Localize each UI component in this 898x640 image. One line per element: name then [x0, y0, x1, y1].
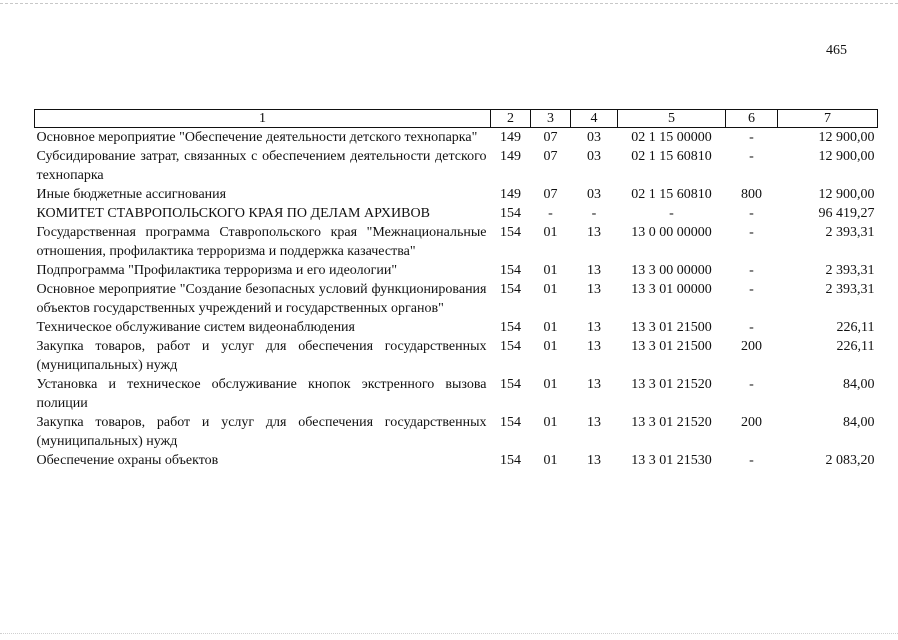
row-col-3: 01	[543, 282, 558, 297]
row-col-4: 13	[587, 320, 601, 335]
row-col-7: 12 900,00	[818, 130, 875, 145]
row-col-7: 96 419,27	[818, 206, 875, 221]
row-col-7: 12 900,00	[818, 187, 875, 202]
row-col-7: 84,00	[843, 377, 875, 392]
table-row	[35, 128, 878, 148]
row-col-7: 226,11	[836, 339, 875, 354]
row-col-3: 07	[543, 130, 558, 145]
row-col-2: 154	[500, 320, 521, 335]
header-col-4: 4	[571, 110, 618, 128]
table-row	[35, 261, 878, 280]
row-col-2: 149	[500, 149, 521, 164]
row-col-6: -	[749, 225, 754, 240]
header-col-2: 2	[491, 110, 531, 128]
row-col-3: 07	[543, 149, 558, 164]
row-col-3: 01	[543, 415, 558, 430]
row-col-6: -	[749, 149, 754, 164]
header-col-6: 6	[726, 110, 778, 128]
table-row	[35, 204, 878, 223]
row-col-6: 200	[741, 415, 762, 430]
row-col-4: 03	[587, 130, 601, 145]
row-col-5: 13 3 00 00000	[631, 263, 712, 278]
row-name: Основное мероприятие "Создание безопасных условий функционирования объектов государственных учреждений и государственных органов"	[36, 282, 487, 316]
row-col-3: 01	[543, 377, 558, 392]
scan-edge-bottom	[0, 633, 898, 635]
row-col-7: 84,00	[843, 415, 875, 430]
row-col-7: 2 083,20	[825, 453, 875, 468]
row-col-6: -	[749, 263, 754, 278]
row-name: Государственная программа Ставропольского края "Межнациональные отношения, профилактика терроризма и поддержка казачества"	[36, 225, 487, 259]
row-name: Подпрограмма "Профилактика терроризма и его идеологии"	[36, 263, 398, 278]
row-col-7: 2 393,31	[825, 282, 875, 297]
row-col-7: 12 900,00	[818, 149, 875, 164]
row-col-5: -	[669, 206, 674, 221]
table-row	[35, 451, 878, 470]
row-col-2: 154	[500, 206, 521, 221]
row-name: Техническое обслуживание систем видеонаблюдения	[36, 320, 355, 335]
table-row	[35, 413, 878, 451]
row-col-3: 01	[543, 453, 558, 468]
table-row	[35, 337, 878, 375]
row-col-2: 154	[500, 282, 521, 297]
row-col-3: 01	[543, 225, 558, 240]
row-col-4: 13	[587, 339, 601, 354]
row-col-2: 154	[500, 263, 521, 278]
row-col-3: 01	[543, 263, 558, 278]
page-number: 465	[826, 43, 847, 58]
row-col-4: 13	[587, 225, 601, 240]
row-col-6: -	[749, 282, 754, 297]
row-col-2: 154	[500, 377, 521, 392]
row-name: Установка и техническое обслуживание кнопок экстренного вызова полиции	[36, 377, 487, 411]
row-col-5: 13 3 01 21530	[631, 453, 712, 468]
table-row	[35, 185, 878, 204]
row-col-2: 149	[500, 187, 521, 202]
row-col-6: 800	[741, 187, 762, 202]
row-name: Закупка товаров, работ и услуг для обеспечения государственных (муниципальных) нужд	[36, 339, 487, 373]
row-col-5: 02 1 15 60810	[631, 149, 712, 164]
row-col-5: 02 1 15 60810	[631, 187, 712, 202]
header-col-1: 1	[35, 110, 491, 128]
row-col-6: 200	[741, 339, 762, 354]
row-col-3: 01	[543, 320, 558, 335]
header-col-3: 3	[531, 110, 571, 128]
row-col-7: 2 393,31	[825, 263, 875, 278]
row-col-3: -	[548, 206, 553, 221]
row-col-4: 13	[587, 415, 601, 430]
row-col-5: 13 3 01 00000	[631, 282, 712, 297]
row-col-6: -	[749, 377, 754, 392]
header-col-7: 7	[778, 110, 878, 128]
table-header-row	[35, 110, 878, 128]
table-row	[35, 318, 878, 337]
row-col-5: 13 0 00 00000	[631, 225, 712, 240]
row-name: Основное мероприятие "Обеспечение деятельности детского технопарка"	[36, 130, 478, 145]
row-col-4: 13	[587, 282, 601, 297]
row-col-4: 13	[587, 263, 601, 278]
budget-table	[34, 109, 878, 470]
row-col-5: 13 3 01 21520	[631, 415, 712, 430]
scan-edge-top	[0, 3, 898, 5]
row-name: Иные бюджетные ассигнования	[36, 187, 227, 202]
row-col-3: 01	[543, 339, 558, 354]
row-col-5: 02 1 15 00000	[631, 130, 712, 145]
row-col-5: 13 3 01 21520	[631, 377, 712, 392]
header-col-5: 5	[618, 110, 726, 128]
row-col-6: -	[749, 130, 754, 145]
table-row	[35, 223, 878, 261]
row-col-6: -	[749, 320, 754, 335]
row-col-4: 03	[587, 187, 601, 202]
row-name: Обеспечение охраны объектов	[36, 453, 219, 468]
row-col-2: 154	[500, 339, 521, 354]
row-col-4: -	[591, 206, 597, 221]
row-col-4: 13	[587, 377, 601, 392]
row-col-4: 13	[587, 453, 601, 468]
row-col-5: 13 3 01 21500	[631, 320, 712, 335]
row-col-2: 154	[500, 453, 521, 468]
row-name: КОМИТЕТ СТАВРОПОЛЬСКОГО КРАЯ ПО ДЕЛАМ АРХИВОВ	[36, 206, 430, 221]
row-col-6: -	[749, 453, 754, 468]
row-col-6: -	[749, 206, 754, 221]
row-col-5: 13 3 01 21500	[631, 339, 712, 354]
row-col-7: 2 393,31	[825, 225, 875, 240]
row-name: Закупка товаров, работ и услуг для обеспечения государственных (муниципальных) нужд	[36, 415, 487, 449]
row-name: Субсидирование затрат, связанных с обеспечением деятельности детского технопарка	[36, 149, 487, 183]
row-col-2: 154	[500, 415, 521, 430]
row-col-2: 154	[500, 225, 521, 240]
row-col-7: 226,11	[836, 320, 875, 335]
table-row	[35, 147, 878, 185]
row-col-4: 03	[587, 149, 601, 164]
row-col-3: 07	[543, 187, 558, 202]
table-row	[35, 375, 878, 413]
table-row	[35, 280, 878, 318]
row-col-2: 149	[500, 130, 521, 145]
